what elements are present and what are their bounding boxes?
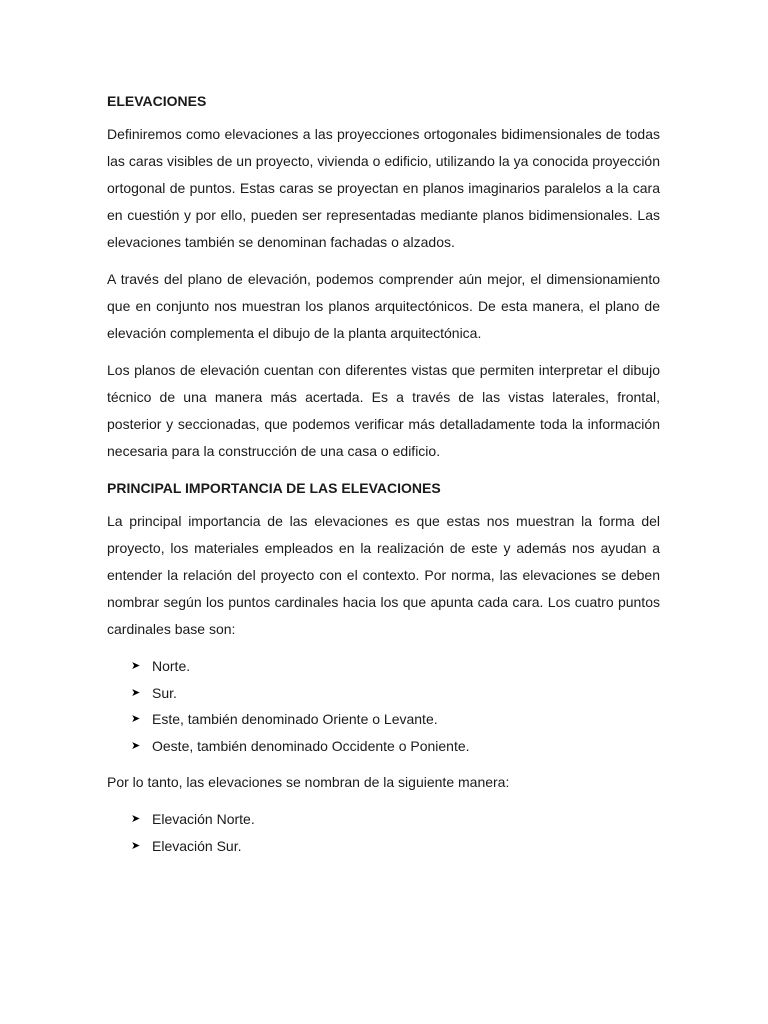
paragraph-plano-elevacion: A través del plano de elevación, podemos comprender aún mejor, el dimensionamiento que en conjunto nos muestran los planos arquitectónicos. De esta manera, el plano de elevación complementa el dibujo de la planta arquitectónica.	[107, 271, 660, 341]
heading-principal-importancia: PRINCIPAL IMPORTANCIA DE LAS ELEVACIONES	[107, 480, 441, 496]
document-page	[107, 88, 660, 869]
cardinal-points-list	[131, 653, 660, 759]
list-item-text: Oeste, también denominado Occidente o Poniente.	[152, 737, 470, 754]
list-item	[131, 733, 660, 760]
list-item	[131, 833, 660, 860]
arrow-bullet-icon: ➤	[131, 812, 141, 825]
list-item	[131, 680, 660, 707]
list-item-text: Sur.	[152, 684, 177, 701]
list-item	[131, 653, 660, 680]
list-item	[131, 806, 660, 833]
arrow-bullet-icon: ➤	[131, 738, 141, 752]
heading-elevaciones: ELEVACIONES	[107, 93, 207, 109]
list-item-text: Este, también denominado Oriente o Levante.	[152, 711, 438, 727]
list-item-text: Elevación Norte.	[152, 811, 255, 827]
list-item	[131, 706, 660, 733]
arrow-bullet-icon: ➤	[131, 712, 141, 725]
arrow-bullet-icon: ➤	[131, 838, 141, 852]
paragraph-nombran: Por lo tanto, las elevaciones se nombran de la siguiente manera:	[107, 774, 510, 790]
elevations-list	[131, 806, 660, 859]
paragraph-vistas: Los planos de elevación cuentan con diferentes vistas que permiten interpretar el dibujo técnico de una manera más acertada. Es a través de las vistas laterales, frontal, posterior y seccionadas, que podemos verificar más detalladamente toda la información necesaria para la construcción de una casa o edificio.	[107, 362, 660, 459]
paragraph-importancia: La principal importancia de las elevaciones es que estas nos muestran la forma del proyecto, los materiales empleados en la realización de este y además nos ayudan a entender la relación del proyecto con el contexto. Por norma, las elevaciones se deben nombrar según los puntos cardinales hacia los que apunta cada cara. Los cuatro puntos cardinales base son:	[107, 513, 660, 637]
list-item-text: Norte.	[152, 658, 191, 674]
list-item-text: Elevación Sur.	[152, 837, 242, 854]
arrow-bullet-icon: ➤	[131, 685, 141, 699]
arrow-bullet-icon: ➤	[131, 659, 141, 672]
paragraph-definition: Definiremos como elevaciones a las proyecciones ortogonales bidimensionales de todas las caras visibles de un proyecto, vivienda o edificio, utilizando la ya conocida proyección ortogonal de puntos. Estas caras se proyectan en planos imaginarios paralelos a la cara en cuestión y por ello, pueden ser representadas mediante planos bidimensionales. Las elevaciones también se denominan fachadas o alzados.	[107, 126, 660, 250]
